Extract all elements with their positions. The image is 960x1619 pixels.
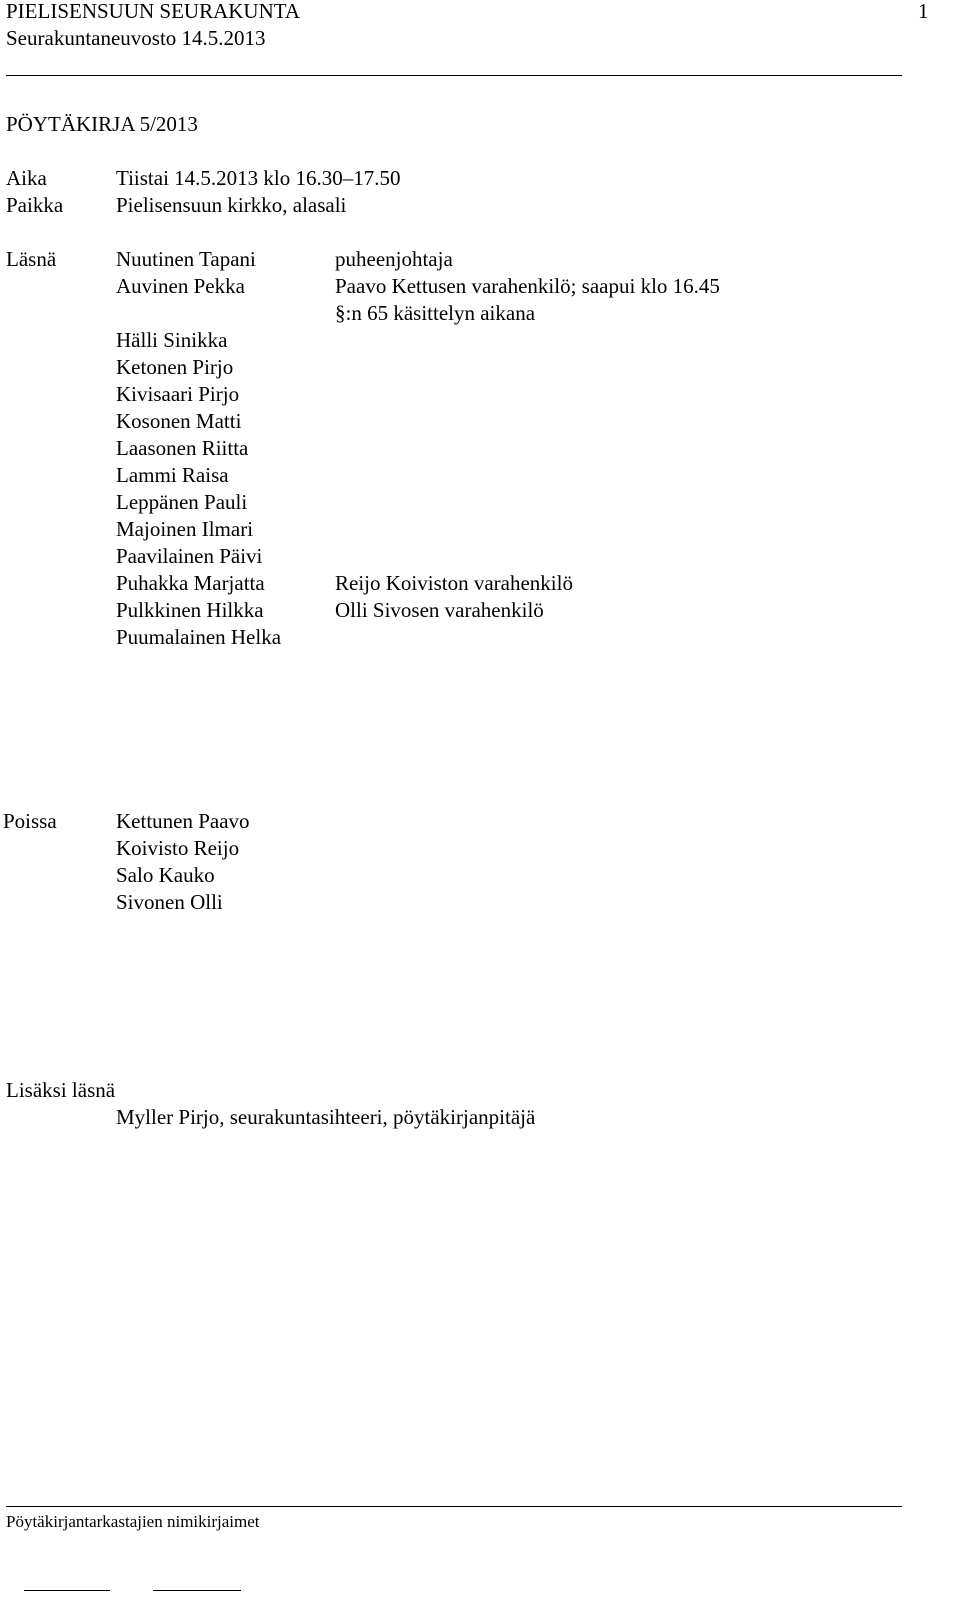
member-note: Paavo Kettusen varahenkilö; saapui klo 16.45 [335, 274, 720, 298]
list-item [116, 354, 896, 381]
header-divider [6, 75, 902, 76]
member-note: §:n 65 käsittelyn aikana [335, 301, 536, 325]
member-name: Majoinen Ilmari [116, 517, 254, 541]
member-name: Auvinen Pekka [116, 274, 245, 298]
absent-list [116, 808, 250, 916]
member-name: Laasonen Riitta [116, 436, 249, 460]
list-item [116, 570, 896, 597]
list-item [116, 381, 896, 408]
member-name: Paavilainen Päivi [116, 544, 263, 568]
member-name: Ketonen Pirjo [116, 355, 234, 379]
list-item [116, 300, 896, 327]
member-name: Kivisaari Pirjo [116, 382, 240, 406]
member-name: Kosonen Matti [116, 409, 242, 433]
also-present-value: Myller Pirjo, seurakuntasihteeri, pöytäkirjanpitäjä [116, 1105, 536, 1129]
document-title: PÖYTÄKIRJA 5/2013 [6, 112, 198, 136]
present-label: Läsnä [6, 247, 57, 271]
present-list [116, 246, 896, 651]
list-item: Salo Kauko [116, 863, 215, 887]
list-item [116, 624, 896, 651]
list-item: Kettunen Paavo [116, 809, 250, 833]
member-name: Leppänen Pauli [116, 490, 248, 514]
list-item [116, 435, 896, 462]
organization-name: PIELISENSUUN SEURAKUNTA [6, 0, 301, 23]
signatures-label: Pöytäkirjantarkastajien nimikirjaimet [6, 1512, 260, 1531]
list-item [116, 597, 896, 624]
list-item [116, 462, 896, 489]
list-item [116, 327, 896, 354]
meeting-body-and-date: Seurakuntaneuvosto 14.5.2013 [6, 26, 266, 50]
also-present-label: Lisäksi läsnä [6, 1078, 116, 1102]
list-item [116, 273, 896, 300]
member-note: Olli Sivosen varahenkilö [335, 598, 544, 622]
page-number: 1 [918, 0, 929, 23]
member-name: Puumalainen Helka [116, 625, 282, 649]
list-item [116, 543, 896, 570]
absent-label: Poissa [3, 809, 57, 833]
member-note: Reijo Koiviston varahenkilö [335, 571, 573, 595]
member-name: Pulkkinen Hilkka [116, 598, 264, 622]
footer-divider [6, 1506, 902, 1507]
time-value: Tiistai 14.5.2013 klo 16.30–17.50 [116, 166, 401, 190]
list-item [116, 246, 896, 273]
place-label: Paikka [6, 193, 64, 217]
list-item: Koivisto Reijo [116, 836, 240, 860]
member-name: Puhakka Marjatta [116, 571, 265, 595]
signature-line-2[interactable] [153, 1590, 241, 1591]
place-value: Pielisensuun kirkko, alasali [116, 193, 347, 217]
signature-line-1[interactable] [24, 1590, 110, 1591]
list-item [116, 408, 896, 435]
member-name: Lammi Raisa [116, 463, 229, 487]
member-name: Hälli Sinikka [116, 328, 228, 352]
list-item: Sivonen Olli [116, 890, 223, 914]
time-label: Aika [6, 166, 47, 190]
list-item [116, 489, 896, 516]
list-item [116, 516, 896, 543]
member-name: Nuutinen Tapani [116, 247, 256, 271]
member-note: puheenjohtaja [335, 247, 453, 271]
